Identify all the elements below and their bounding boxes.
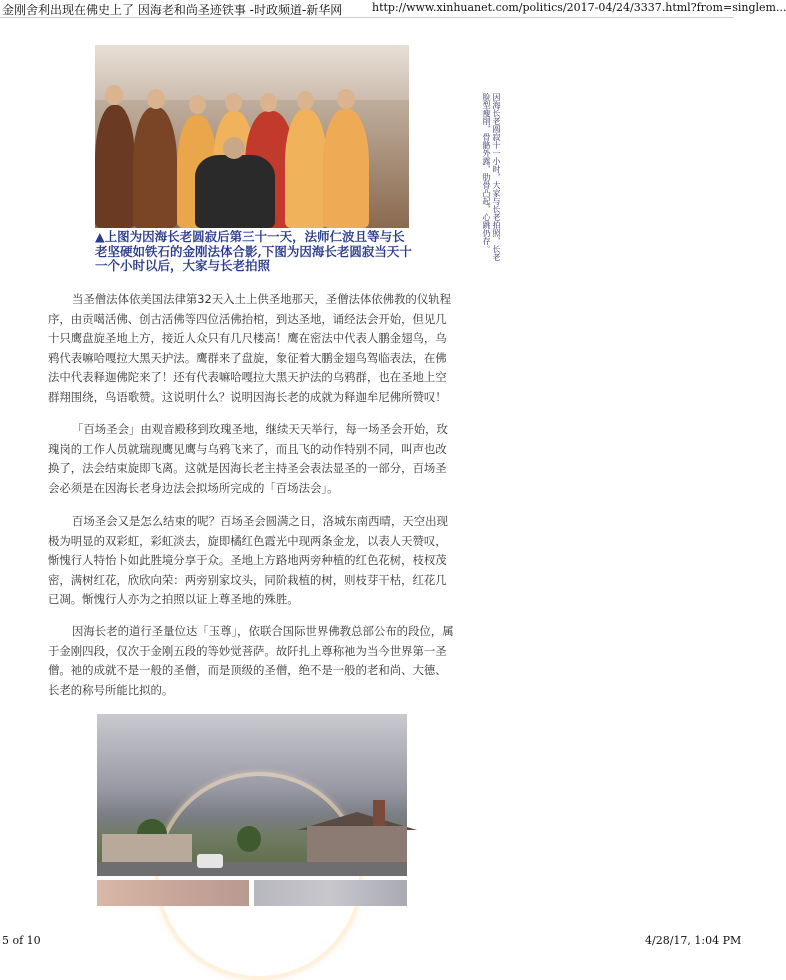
- monk-head: [297, 91, 314, 110]
- seated-elder-figure: [195, 155, 275, 228]
- road: [97, 862, 407, 876]
- monk-head: [225, 93, 242, 112]
- photo-vertical-caption: 因海长老圆寂十一小时，大家与长老拍照，长老脸型瘦削，骨骼外露，肋骨凸起，心跳仍存。: [482, 93, 501, 261]
- tree: [237, 826, 261, 852]
- monk-figure: [133, 107, 177, 228]
- seated-elder-head: [223, 137, 245, 159]
- page-title: 金刚舍利出现在佛史上了 因海老和尚圣迹铁事 -时政频道-新华网: [2, 3, 343, 17]
- article-paragraph: 百场圣会又是怎么结束的呢？百场圣会圆满之日，洛城东南西晴，天空出现极为明显的双彩虹，彩虹淡去，旋即橘红色霞光中现两条金龙，以表人天赞叹，惭愧行人特怡卜如此胜境分享于众。圣地上方路地两旁种植的红色花树，枝杈茂密，满树红花，欣欣向荣：两旁别家坟头，同阶栽植的树，则枝芽干枯，红花几已凋。惭愧行人亦为之拍照以证上尊圣地的殊胜。: [48, 514, 448, 606]
- photo-caption: ▲上图为因海长老圆寂后第三十一天，法师仁波且等与长老坚硬如铁石的金刚法体合影,下图为因海长老圆寂当天十一个小时以后，大家与长老拍照: [95, 229, 412, 273]
- monk-figure: [323, 109, 369, 228]
- print-datetime: 4/28/17, 1:04 PM: [645, 934, 742, 947]
- article-paragraph: 因海长老的道行圣量位达「玉尊」，依联合国际世界佛教总部公布的段位，属于金刚四段，仅次于金刚五段的等妙觉菩萨。故阡扎上尊称祂为当今世界第一圣僧。祂的成就不是一般的圣僧，而是顶级的圣僧，绝不是一般的老和尚、大德、长老的称号所能比拟的。: [48, 624, 454, 697]
- rainbow-arc: [155, 772, 363, 980]
- house: [102, 834, 192, 862]
- monk-head: [260, 93, 277, 112]
- car: [197, 854, 223, 868]
- article-paragraph: 「百场圣会」由观音殿移到玫瑰圣地，继续天天举行，每一场圣会开始，玫瑰岗的工作人员就瑞现鹰见鹰与乌鸦飞来了，而且飞的动作特别不同，叫声也改换了，法会结束旋即飞离。这就是因海长老主持圣会表法显圣的一部分，百场圣会必须是在因海长老身边法会拟场所完成的「百场法会」。: [48, 422, 448, 495]
- monk-head: [147, 89, 165, 109]
- monk-figure: [285, 109, 327, 228]
- photo-background-wall: [95, 45, 409, 100]
- header-divider: [0, 17, 734, 18]
- page-url[interactable]: http://www.xinhuanet.com/politics/2017-04/24/3337.html?from=singlem...: [372, 1, 786, 14]
- monk-head: [105, 85, 123, 105]
- sunset-photo-partial: [97, 880, 249, 906]
- page-number: 5 of 10: [2, 934, 41, 947]
- sky-photo-partial: [254, 880, 407, 906]
- rainbow-photo: [97, 714, 407, 876]
- article-paragraph: 当圣僧法体依美国法律第32天入土上供圣地那天，圣僧法体依佛教的仪轨程序，由贡噶活佛、创古活佛等四位活佛抬棺，到达圣地，诵经法会开始，但见几十只鹰盘旋圣地上方，接近人众只有几尺楼高！鹰在密法中代表人鹏金翅鸟，乌鸦代表嘛哈嘎拉大黑天护法。鹰群来了盘旋，象征着大鹏金翅鸟驾临表法，在佛法中代表释迦佛陀来了！还有代表嘛哈嘎拉大黑天护法的乌鸦群，也在圣地上空群翔围绕，鸟语歌赞。这说明什么？说明因海长老的成就为释迦牟尼佛所赞叹！: [48, 292, 451, 404]
- monk-head: [337, 89, 355, 109]
- monk-figure: [95, 105, 135, 228]
- monk-head: [189, 95, 206, 114]
